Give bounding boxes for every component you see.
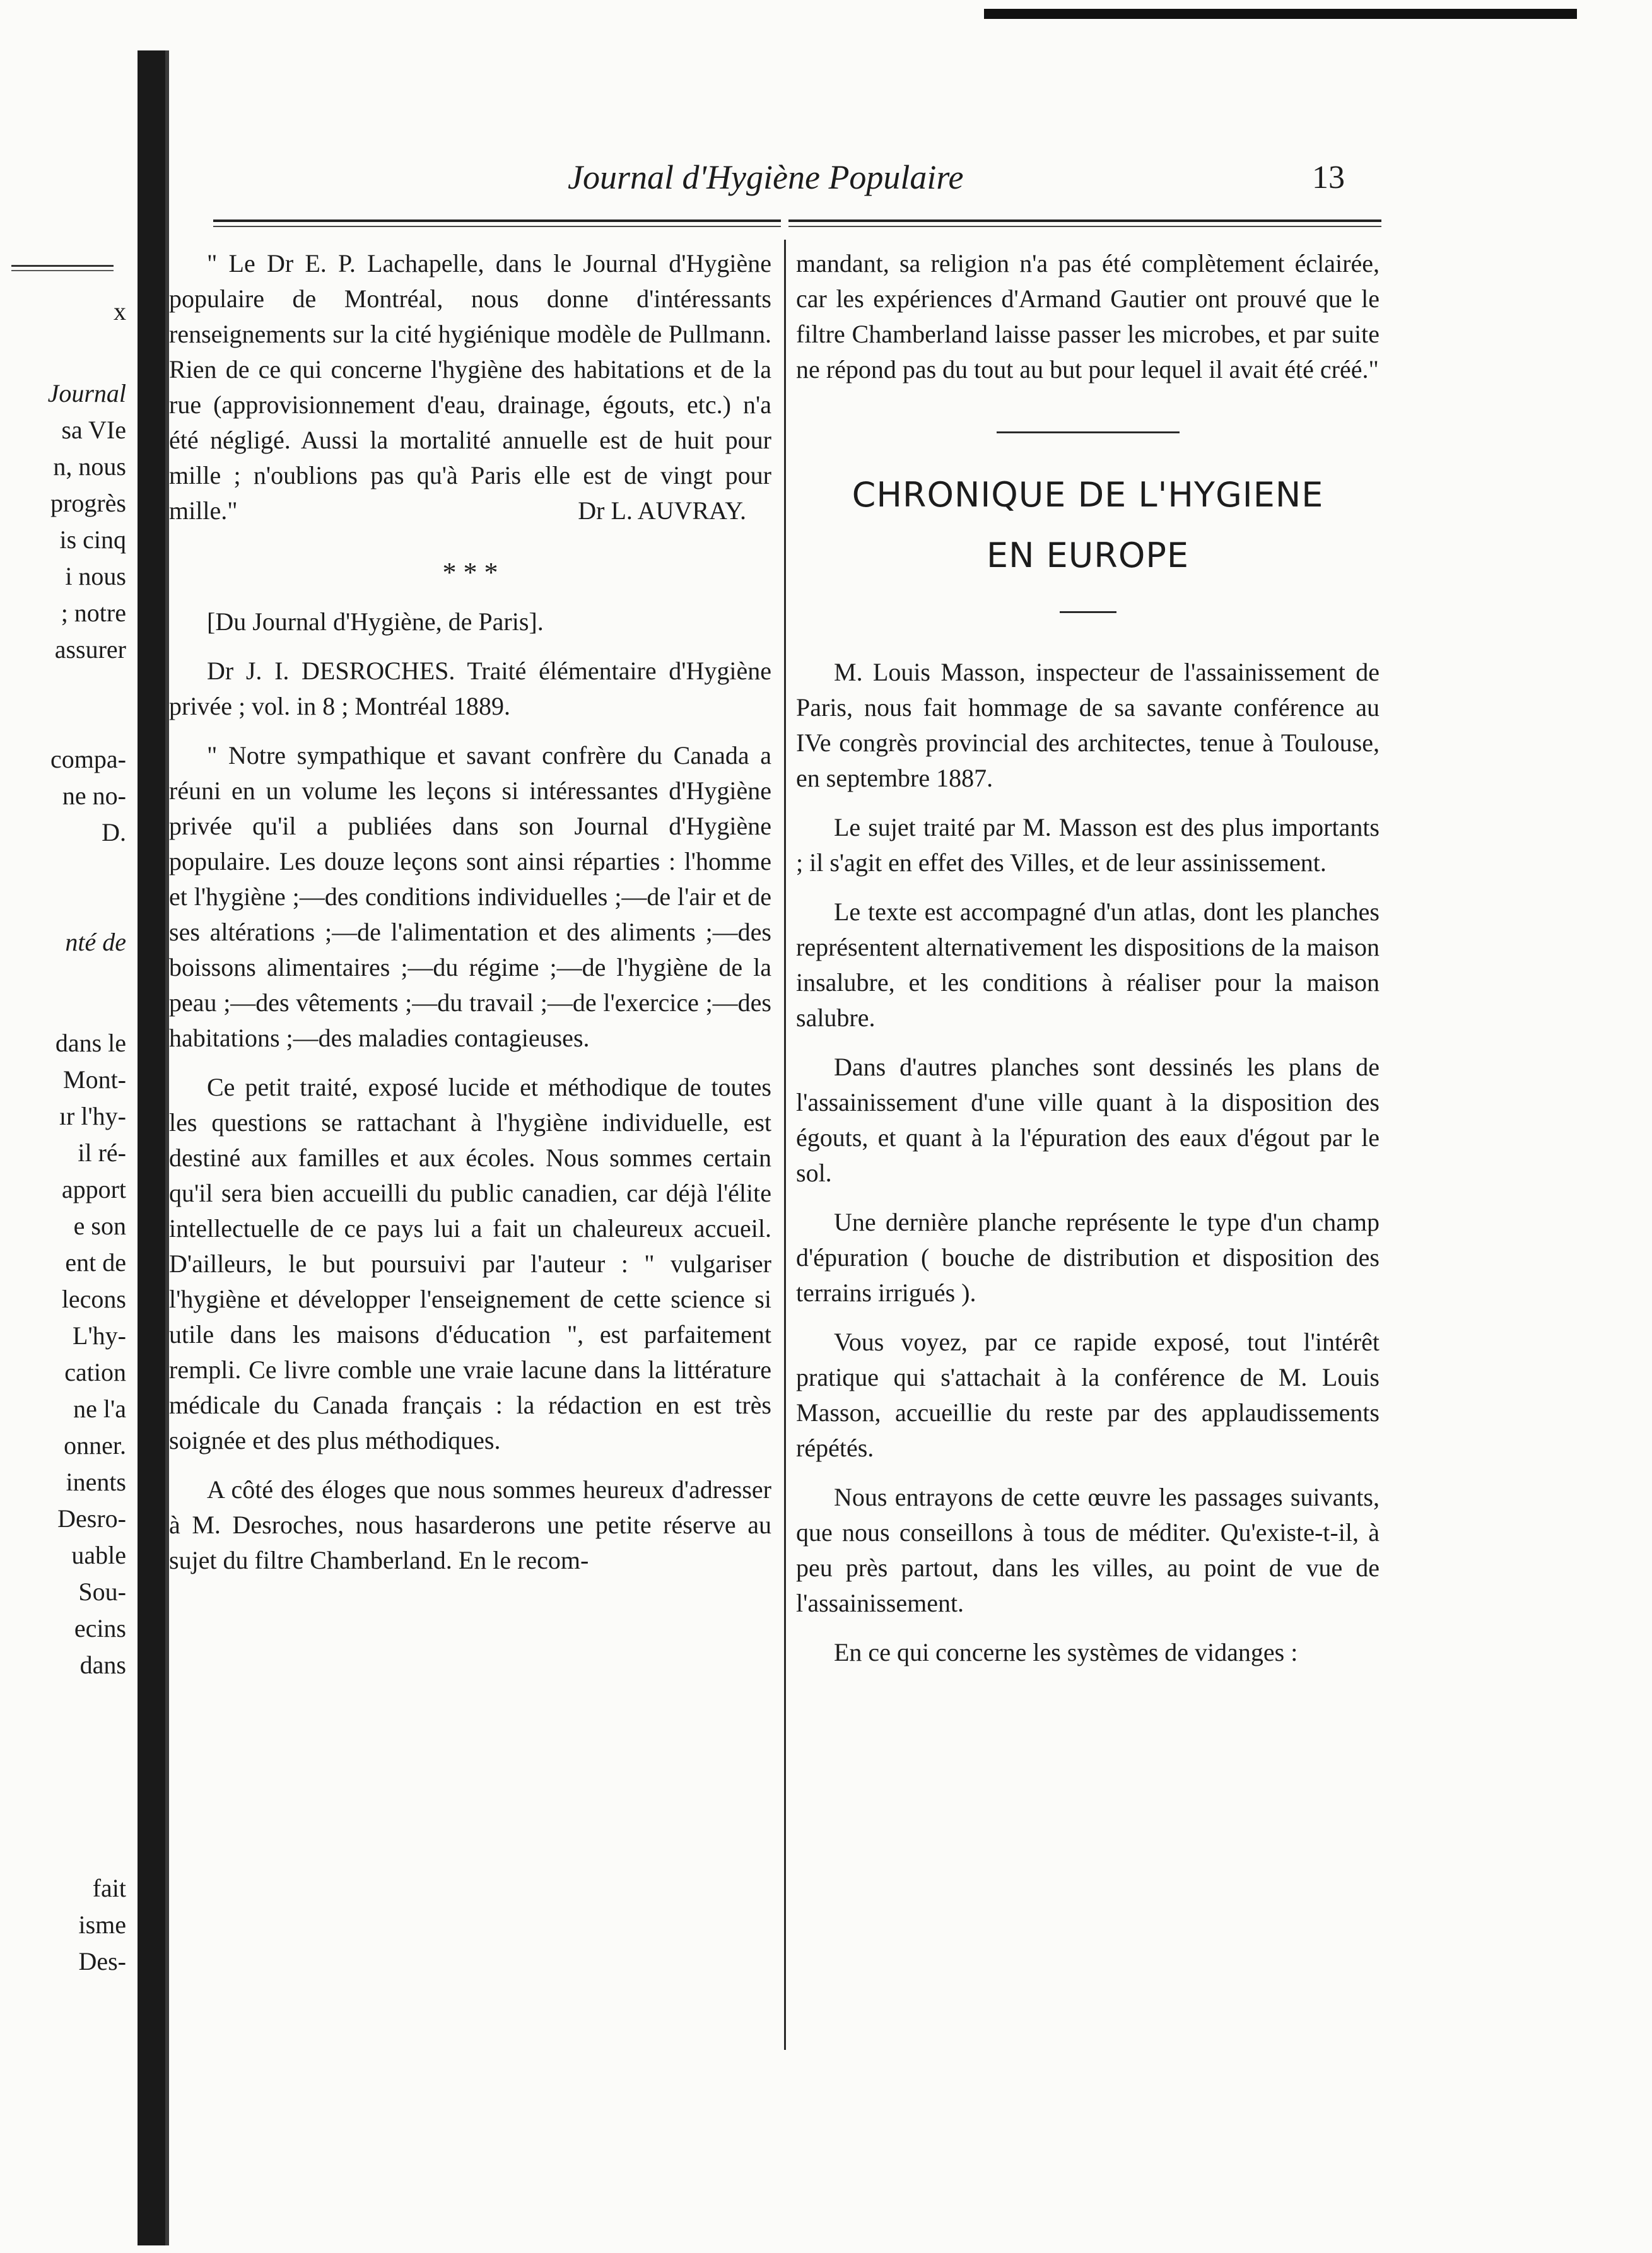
fragment: sa VIe [61, 416, 126, 444]
fragment: Journal [47, 379, 126, 407]
fragment: onner. [64, 1431, 126, 1460]
paragraph: Le sujet traité par M. Masson est des plus importants ; il s'agit en effet des Villes, et de leur assinissement. [796, 813, 1380, 877]
paragraph: Dans d'autres planches sont dessinés les plans de l'assainissement d'une ville quant à la disposition des égouts, et quant à la l'épuration des eaux d'égout par le sol. [796, 1053, 1380, 1187]
fragment: i nous [65, 562, 126, 590]
fragment: x [114, 297, 126, 325]
fragment: L'hy- [73, 1321, 126, 1350]
fragment: Mont- [63, 1065, 126, 1094]
fragment: inents [66, 1468, 126, 1496]
fragment: dans [79, 1651, 126, 1679]
fragment: ent de [65, 1248, 126, 1277]
column-divider [784, 240, 786, 2050]
quote-paragraph: " Le Dr E. P. Lachapelle, dans le Journal d'Hygiène populaire de Montréal, nous donne d'intéressants renseignements sur la cité hygiénique modèle de Pullmann. Rien de ce qui concerne l'hygiène des habitations et de la rue (approvisionnement d'eau, drainage, égouts, etc.) n'a été négligé. Aussi la mortalité annuelle est de huit pour mille ; n'oublions pas qu'à Paris elle est de vingt pour mille." [169, 249, 771, 525]
paragraph: A côté des éloges que nous sommes heureux d'adresser à M. Desroches, nous hasarderons une petite réserve au sujet du filtre Chamberland. En le recom- [169, 1475, 771, 1574]
fragment: compa- [50, 745, 126, 773]
paragraph: Une dernière planche représente le type d'un champ d'épuration ( bouche de distribution et disposition des terrains irrigués ). [796, 1208, 1380, 1307]
page-number: 13 [1312, 160, 1345, 196]
fragment: progrès [50, 489, 126, 517]
fragment: ır l'hy- [59, 1102, 126, 1130]
fragment: assurer [54, 635, 126, 664]
section-title-line-1: CHRONIQUE DE L'HYGIENE [852, 475, 1324, 515]
fragment: ecins [74, 1614, 126, 1642]
paragraph: Le texte est accompagné d'un atlas, dont les planches représentent alternativement les dispositions de la maison insalubre, et les conditions à réaliser pour la maison salubre. [796, 898, 1380, 1032]
section-rule-short [1060, 611, 1116, 613]
fragment: isme [78, 1911, 126, 1939]
fragment: Desro- [57, 1504, 126, 1533]
paragraph-continuation: mandant, sa religion n'a pas été complètement éclairée, car les expériences d'Armand Gautier ont prouvé que le filtre Chamberland laisse passer les microbes, et par suite ne répond pas du tout au but pour lequel il avait été créé." [796, 249, 1380, 383]
fragment: D. [102, 818, 126, 846]
paragraph: " Notre sympathique et savant confrère du Canada a réuni en un volume les leçons si intéressantes d'Hygiène privée qu'il a publiées dans son Journal d'Hygiène populaire. Les douze leçons sont ainsi réparties : l'homme et l'hygiène ;—des conditions individuelles ;—de l'air et de ses altérations ;—de l'alimentation et des aliments ;—des boissons alimentaires ;—du régime ;—de l'hygiène de la peau ;—des vêtements ;—du travail ;—de l'exercice ;—des habitations ;—des maladies contagieuses. [169, 741, 771, 1052]
fragment: nté de [65, 928, 126, 956]
binding-shadow [138, 50, 167, 2245]
fragment: apport [61, 1175, 126, 1203]
section-title-line-2: EN EUROPE [986, 535, 1190, 575]
fragment: uable [71, 1541, 126, 1569]
fragment: dans le [55, 1029, 126, 1057]
header-rule-right [788, 219, 1381, 227]
right-column [796, 246, 1380, 1670]
fragment: ne l'a [73, 1395, 126, 1423]
source-line: [Du Journal d'Hygiène, de Paris]. [207, 607, 544, 636]
fragment: e son [73, 1212, 126, 1240]
paragraph: M. Louis Masson, inspecteur de l'assainissement de Paris, nous fait hommage de sa savante conférence au IVe congrès provincial des architectes, tenue à Toulouse, en septembre 1887. [796, 658, 1380, 792]
fragment: is cinq [59, 525, 126, 554]
paragraph: Vous voyez, par ce rapide exposé, tout l'intérêt pratique qui s'attachait à la conférence de M. Louis Masson, accueillie du reste par des applaudissements répétés. [796, 1328, 1380, 1462]
paragraph: Nous entrayons de cette œuvre les passages suivants, que nous conseillons à tous de méditer. Qu'existe-t-il, à peu près partout, dans les villes, au point de vue de l'assainissement. [796, 1483, 1380, 1617]
book-citation: Dr J. I. DESROCHES. Traité élémentaire d'Hygiène privée ; vol. in 8 ; Montréal 1889. [169, 657, 771, 720]
section-title [796, 465, 1380, 586]
fragment: cation [64, 1358, 126, 1386]
asterism: * * * [442, 557, 498, 588]
left-column [169, 246, 771, 1578]
section-rule [997, 431, 1180, 433]
fragment: Des- [78, 1947, 126, 1975]
paragraph: En ce qui concerne les systèmes de vidanges : [834, 1638, 1298, 1666]
fragment: il ré- [78, 1138, 126, 1167]
fragment: Sou- [78, 1577, 126, 1606]
fragment: ne no- [62, 781, 126, 810]
top-rule [984, 9, 1577, 19]
fragment: lecons [61, 1285, 126, 1313]
fragment: ; notre [61, 599, 126, 627]
header-rule-left [213, 219, 781, 227]
fragment: fait [92, 1874, 126, 1902]
facing-page-rule [11, 265, 114, 271]
running-head: Journal d'Hygiène Populaire [568, 158, 964, 196]
fragment: n, nous [53, 452, 126, 481]
signature: Dr L. AUVRAY. [578, 496, 746, 525]
paragraph: Ce petit traité, exposé lucide et méthodique de toutes les questions se rattachant à l'hygiène individuelle, est destiné aux familles et aux écoles. Nous sommes certain qu'il sera bien accueilli du public canadien, car déjà l'élite intellectuelle de ce pays lui a fait un chaleureux accueil. D'ailleurs, le but poursuivi par l'auteur : " vulgariser l'hygiène et développer l'enseignement de cette science si utile dans les maisons d'éducation ", est parfaitement rempli. Ce livre comble une vraie lacune dans la littérature médicale du Canada français : la rédaction en est très soignée et des plus méthodiques. [169, 1073, 771, 1454]
